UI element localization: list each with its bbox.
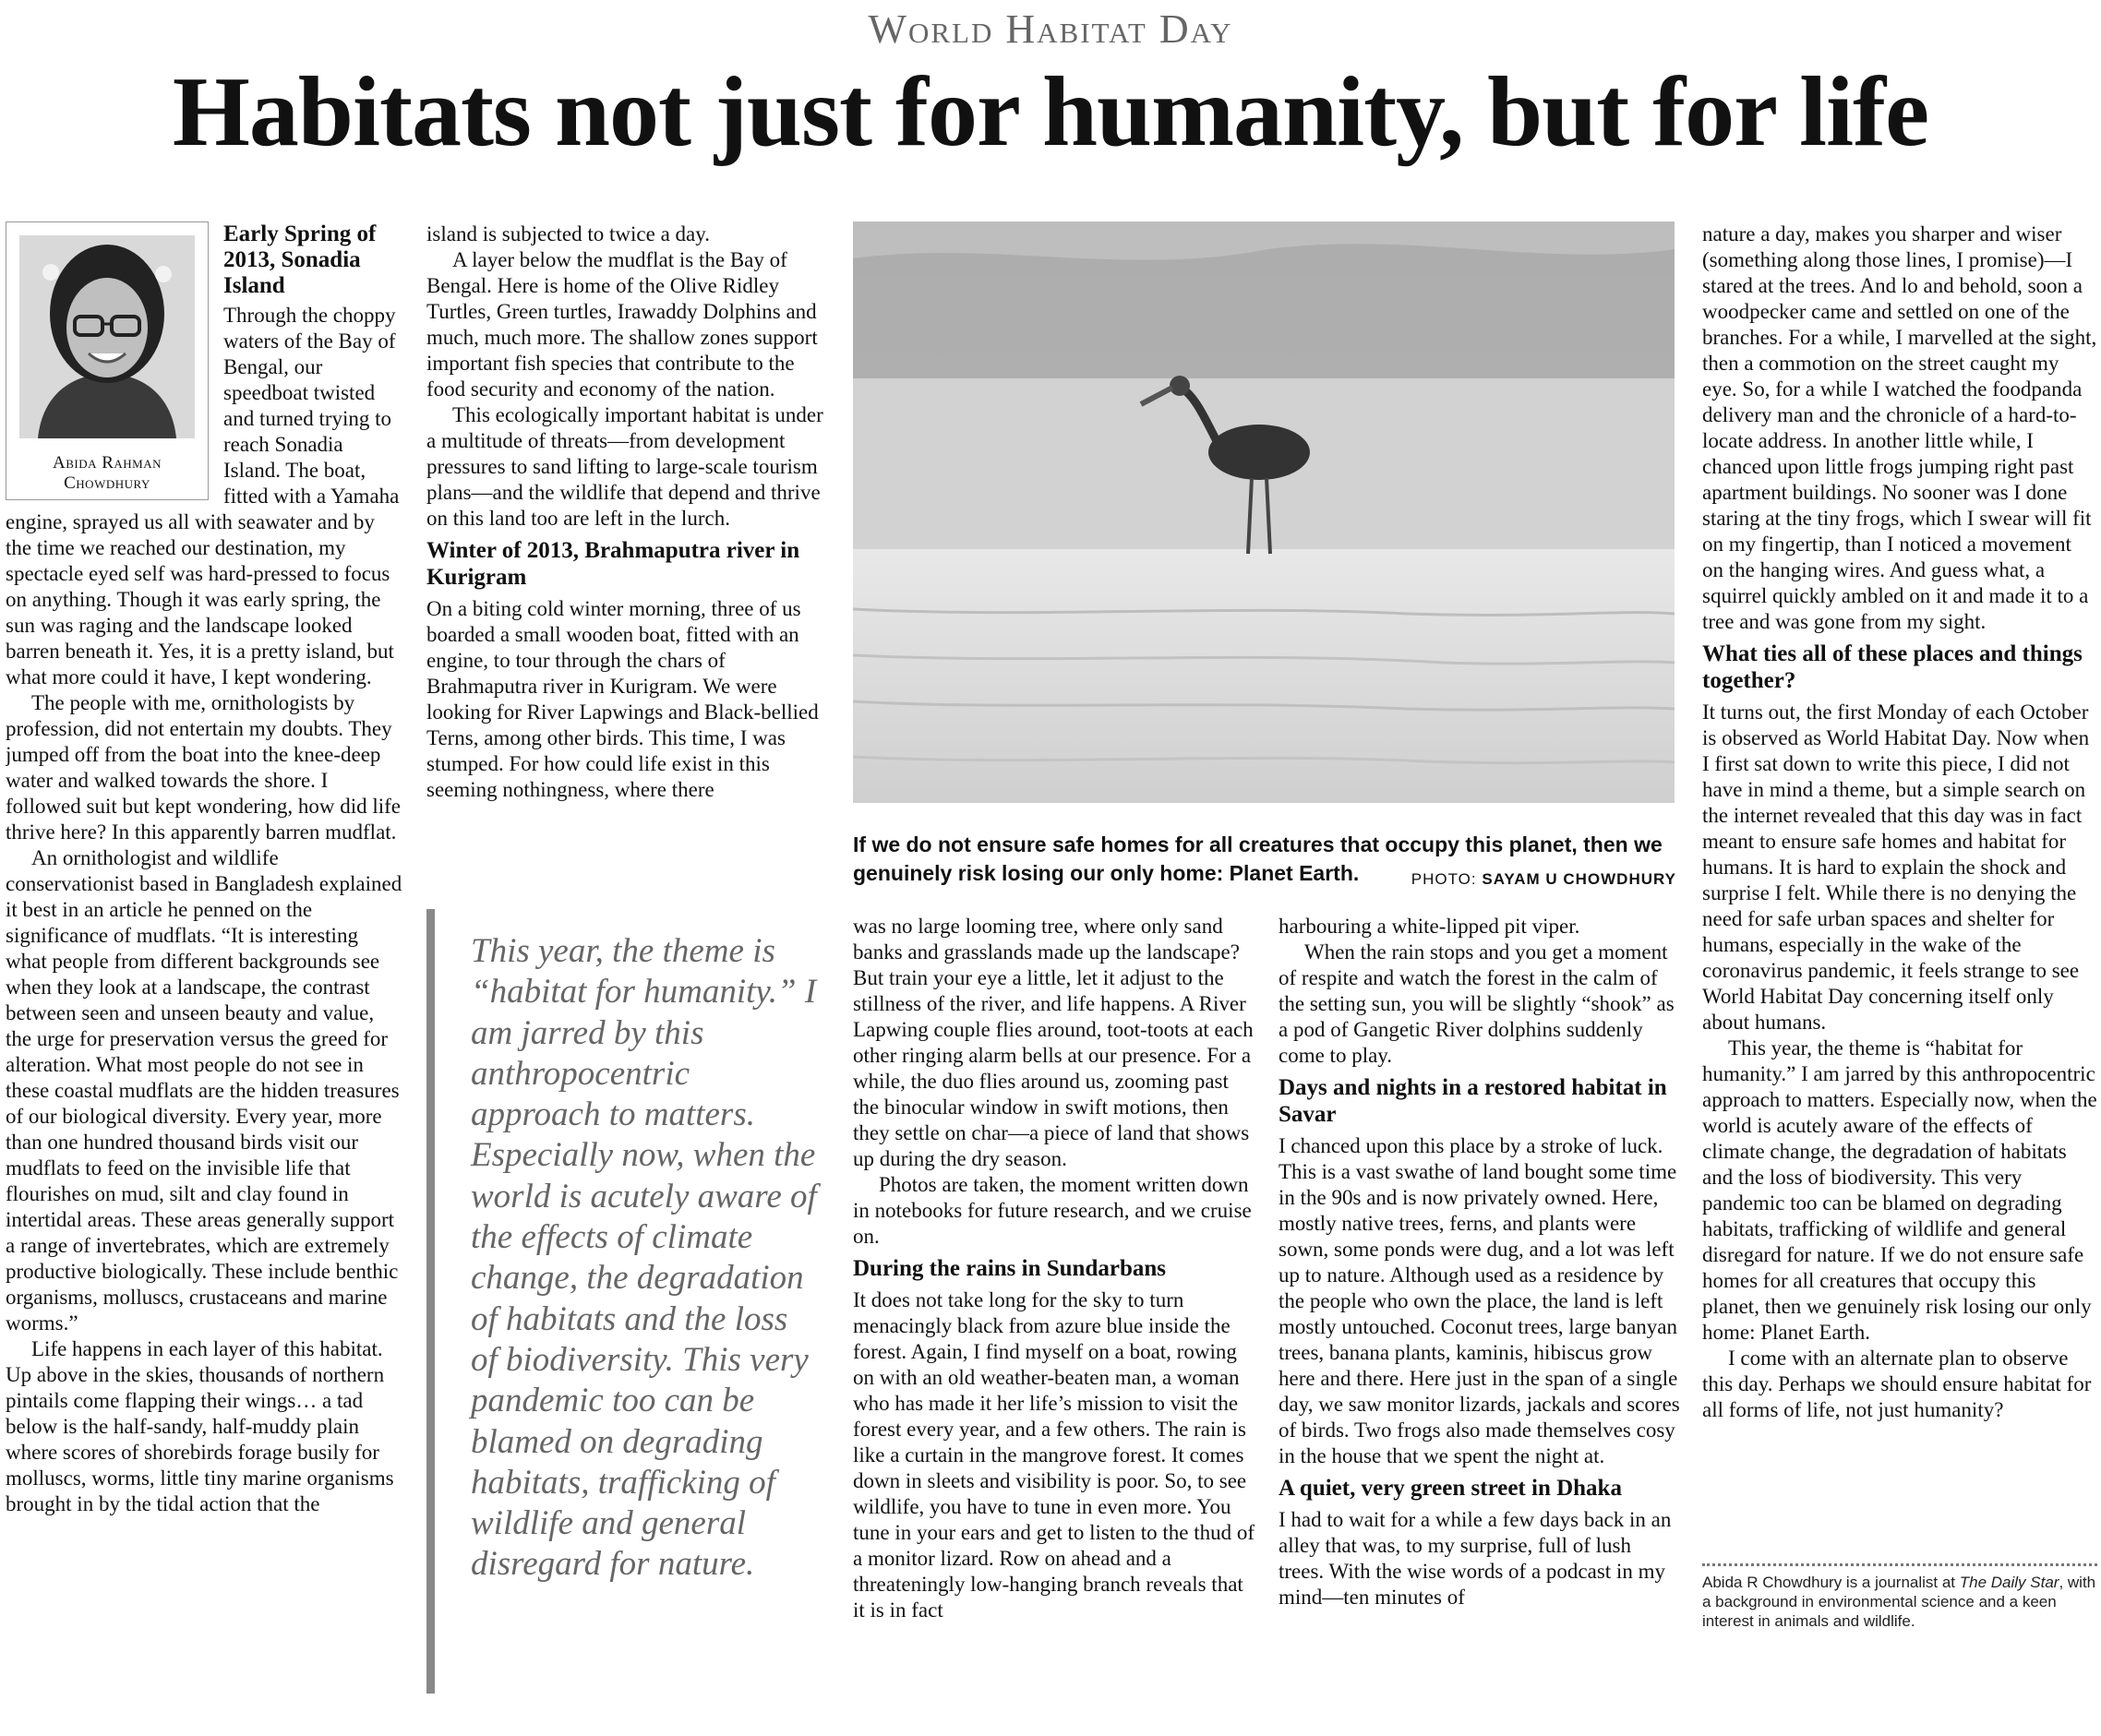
bio-suffix: , with a background in environmental science and a keen interest in animals and wildlife. [1702, 1574, 2096, 1630]
paragraph: was no large looming tree, where only sand banks and grasslands made up the landscape? But train your eye a little, let it adjust to the stillness of the river, and life happens. A River Lapwing couple flies around, toot-toots at each other ringing alarm bells at our presence. For a while, the duo flies around us, zooming past the binocular window in swift motions, then they settle on char—a piece of land that shows up during the dry season. [853, 915, 1254, 1170]
subheading-dhaka: A quiet, very green street in Dhaka [1279, 1476, 1622, 1501]
subheading-brahmaputra: Winter of 2013, Brahmaputra river in Kurigram [426, 538, 800, 590]
paragraph: The people with me, ornithologists by profession, did not entertain my doubts. They jumped off from the boat into the knee-deep water and walked towards the shore. I followed suit but kept wondering, how did life thrive here? In this apparently barren mudflat. [6, 691, 401, 844]
article-column-2 [426, 221, 829, 886]
author-box [6, 221, 209, 500]
article-column-4 [1279, 914, 1681, 1733]
photo-caption-text: If we do not ensure safe homes for all creatures that occupy this planet, then we genuinely risk losing our only home: Planet Earth. [853, 832, 1663, 885]
subheading-savar: Days and nights in a restored habitat in Savar [1279, 1075, 1667, 1127]
bio-prefix: Abida R Chowdhury is a journalist at [1702, 1574, 1960, 1591]
author-bio [1702, 1573, 2097, 1631]
bio-divider [1702, 1563, 2097, 1566]
paragraph: I come with an alternate plan to observe this day. Perhaps we should ensure habitat for all forms of life, not just humanity? [1702, 1347, 2092, 1421]
paragraph: This ecologically important habitat is under a multitude of threats—from development pressures to sand lifting to large-scale tourism plans—and the wildlife that depend and thrive on this land too are left in the lurch. [426, 403, 823, 530]
paragraph: It turns out, the first Monday of each October is observed as World Habitat Day. Now when I first sat down to write this piece, I did not have in mind a theme, but a simple search on the internet revealed that this day was in fact meant to ensure safe homes and habitat for humans. It is hard to explain the shock and surprise I felt. While there is no denying the need for safe urban spaces and shelter for humans, especially in the wake of the coronavirus pandemic, it feels strange to see World Habitat Day concerning itself only about humans. [1702, 700, 2090, 1034]
photo-credit-name: SAYAM U CHOWDHURY [1482, 870, 1676, 888]
photo-credit-label: PHOTO: [1411, 870, 1477, 888]
section-kicker: World Habitat Day [868, 6, 1233, 52]
paragraph: Life happens in each layer of this habitat. Up above in the skies, thousands of northern pintails come flapping their wings… a tad below is the half-sandy, half-muddy plain where scores of shorebirds forage busily for molluscs, worms, little tiny marine organisms brought in by the tidal action that the [6, 1337, 394, 1515]
paragraph: An ornithologist and wildlife conservationist based in Bangladesh explained it best in an article he penned on the significance of mudflats. “It is interesting what people from different backgrounds see when they look at a landscape, the contrast between seen and unseen beauty and value, the urge for preservation versus the greed for alteration. What most people do not see in these coastal mudflats are the hidden treasures of our biological diversity. Every year, more than one hundred thousand birds visit our mudflats to feed on the invisible life that flourishes on mud, silt and clay found in intertidal areas. These areas generally support a range of invertebrates, which are extremely productive biologically. These include benthic organisms, molluscs, crustaceans and marine worms.” [6, 846, 402, 1335]
article-column-5 [1702, 221, 2097, 1550]
paragraph: It does not take long for the sky to turn menacingly black from azure blue inside the forest. Again, I find myself on a boat, rowing on with an old weather-beaten man, a woman who has made it her life’s mission to visit the forest every year, and a few others. The rain is like a curtain in the mangrove forest. It comes down in sleets and visibility is poor. So, to see wildlife, you have to tune in even more. You tune in your ears and get to listen to the thud of a monitor lizard. Row on ahead and a threateningly low-hanging branch reveals that it is in fact [853, 1288, 1255, 1622]
paragraph: This year, the theme is “habitat for humanity.” I am jarred by this anthropocentric approach to matters. Especially now, when the world is acutely aware of the effects of climate change, the degradation of habitats and the loss of biodiversity. This very pandemic too can be blamed on degrading habitats, trafficking of wildlife and general disregard for nature. If we do not ensure safe homes for all creatures that occupy this planet, then we genuinely risk losing our only home: Planet Earth. [1702, 1036, 2097, 1344]
paragraph: Through the choppy waters of the Bay of Bengal, our speedboat twisted and turned trying to reach Sonadia Island. The boat, fitted with a Yamaha engine, sprayed us all with seawater and by the time we reached our destination, my spectacle eyed self was hard-pressed to focus on anything. Though it was early spring, the sun was raging and the landscape looked barren beneath it. Yes, it is a pretty island, but what more could it have, I kept wondering. [6, 304, 400, 688]
paragraph: I chanced upon this place by a stroke of luck. This is a vast swathe of land bought some time in the 90s and is now privately owned. Here, mostly native trees, ferns, and plants were sown, some ponds were dug, and a lot was left up to nature. Although used as a residence by the people who own the place, the land is left mostly untouched. Coconut trees, large banyan trees, banana plants, kaminis, hibiscus grow here and there. Here just in the span of a single day, we saw monitor lizards, jackals and scores of birds. Two frogs also made themselves cosy in the house that we spent the night at. [1279, 1134, 1680, 1467]
paragraph: When the rain stops and you get a moment of respite and watch the forest in the calm of the setting sun, you will be slightly “shook” as a pod of Gangetic River dolphins suddenly come to play. [1279, 940, 1675, 1067]
photo-credit [1411, 865, 1676, 893]
paragraph: A layer below the mudflat is the Bay of Bengal. Here is home of the Olive Ridley Turtles, Green turtles, Irawaddy Dolphins and much, much more. The shallow zones support important fish species that contribute to the food security and economy of the nation. [426, 248, 818, 401]
headline: Habitats not just for humanity, but for life [172, 57, 1929, 167]
stork-photo [853, 221, 1675, 803]
paragraph: Photos are taken, the moment written down in notebooks for future research, and we cruise on. [853, 1173, 1252, 1248]
article-column-3 [853, 914, 1255, 1733]
paragraph: harbouring a white-lipped pit viper. [1279, 915, 1580, 938]
paragraph: On a biting cold winter morning, three of us boarded a small wooden boat, fitted with an engine, to tour through the chars of Brahmaputra river in Kurigram. We were looking for River Lapwings and Black-bellied Terns, among other birds. This time, I was stumped. For how could life exist in this seeming nothingness, where there [426, 597, 819, 801]
pull-quote [426, 909, 829, 1694]
photo-caption [853, 831, 1676, 893]
paragraph: I had to wait for a while a few days back in an alley that was, to my surprise, full of lush trees. With the wise words of a podcast in my mind—ten minutes of [1279, 1508, 1672, 1609]
author-photo [19, 235, 195, 438]
author-name-line-2: Chowdhury [64, 473, 150, 493]
pull-quote-text: This year, the theme is “habitat for humanity.” I am jarred by this anthropocentric approach to matters. Especially now, when the world is acutely aware of the effects of climate change, the degradation of habitats and the loss of biodiversity. This very pandemic too can be blamed on degrading habitats, trafficking of wildlife and general disregard for nature. [471, 932, 817, 1584]
author-name-line-1: Abida Rahman [52, 453, 162, 473]
bio-publication: The Daily Star [1959, 1574, 2059, 1591]
subheading-sundarbans: During the rains in Sundarbans [853, 1256, 1167, 1281]
pull-quote-bar [426, 909, 435, 1694]
subheading-ties: What ties all of these places and things together? [1702, 641, 2083, 693]
paragraph: island is subjected to twice a day. [426, 222, 711, 245]
article-column-1 [6, 221, 404, 1731]
author-name [6, 453, 208, 494]
dateline-sonadia: Early Spring of 2013, Sonadia Island [223, 221, 377, 298]
paragraph: nature a day, makes you sharper and wiser (something along those lines, I promise)—I stared at the trees. And lo and behold, soon a woodpecker came and settled on one of the branches. For a while, I marvelled at the sight, then a commotion on the street caught my eye. So, for a while I watched the foodpanda delivery man and the chronicle of a hard-to-locate address. In another little while, I chanced upon little frogs jumping right past apartment buildings. No sooner was I done staring at the tiny frogs, which I swear will fit on my fingertip, than I noticed a movement on the hanging wires. And guess what, a squirrel quickly ambled on it and made it to a tree and was gone from my sight. [1702, 222, 2097, 633]
